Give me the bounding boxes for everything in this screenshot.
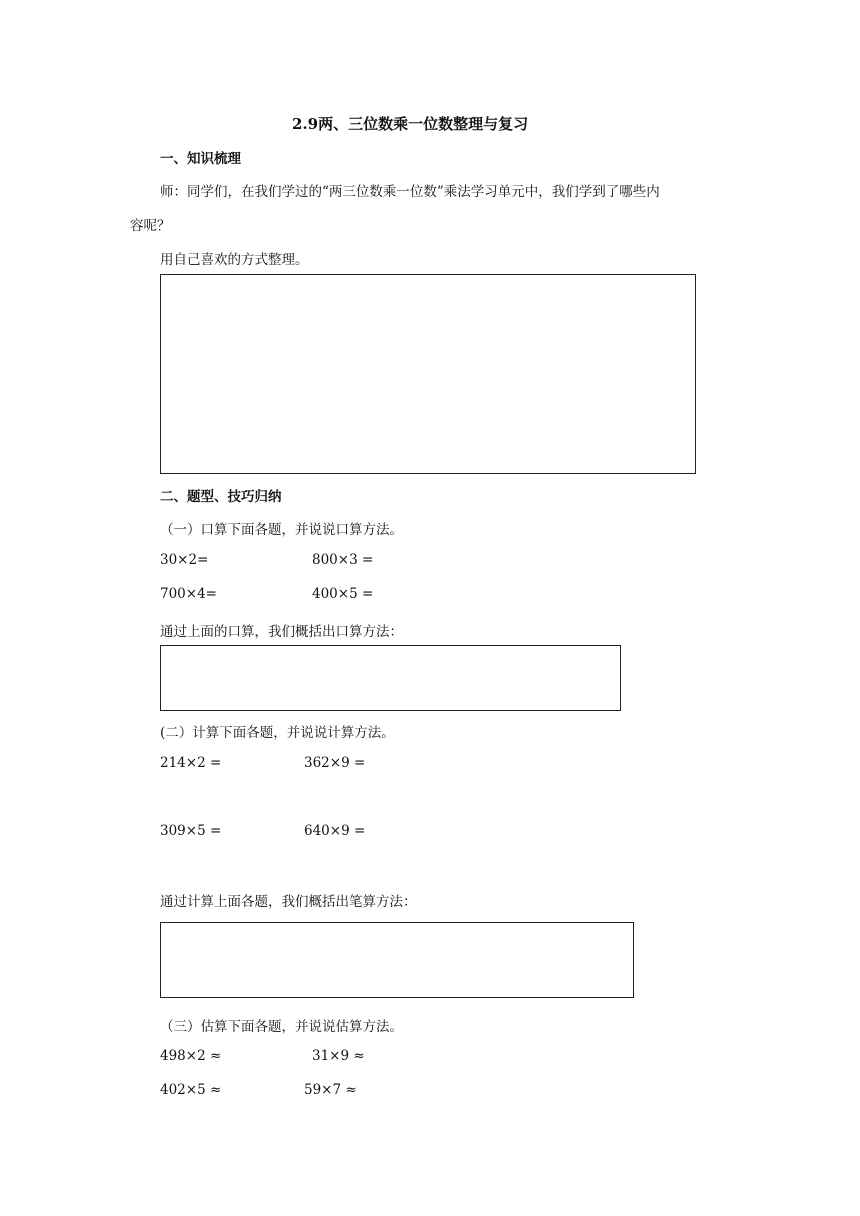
written-method-answer-box[interactable] <box>160 922 634 998</box>
problem: 800×3 = <box>312 552 374 568</box>
problem: 700×4= <box>160 586 217 602</box>
part1-summary-prompt: 通过上面的口算，我们概括出口算方法： <box>160 624 403 640</box>
section-heading-knowledge: 一、知识梳理 <box>160 151 241 167</box>
section-heading-question-types: 二、题型、技巧归纳 <box>160 489 282 505</box>
intro-paragraph-line-1: 师：同学们，在我们学过的“两三位数乘一位数”乘法学习单元中，我们学到了哪些内 <box>160 184 660 200</box>
mental-method-answer-box[interactable] <box>160 645 621 711</box>
intro-paragraph-line-2: 容呢？ <box>130 218 171 234</box>
problem: 640×9 = <box>304 823 366 839</box>
organize-instruction: 用自己喜欢的方式整理。 <box>160 252 309 268</box>
problem: 30×2= <box>160 552 209 568</box>
part2-title: (二）计算下面各题，并说说计算方法。 <box>160 725 395 741</box>
problem: 59×7 ≈ <box>304 1082 357 1098</box>
page-title: 2.9两、三位数乘一位数整理与复习 <box>292 115 529 133</box>
problem: 400×5 = <box>312 586 374 602</box>
problem: 362×9 = <box>304 755 366 771</box>
part3-title: （三）估算下面各题，并说说估算方法。 <box>160 1019 403 1035</box>
problem: 31×9 ≈ <box>312 1048 365 1064</box>
part1-title: （一）口算下面各题，并说说口算方法。 <box>160 522 403 538</box>
organize-answer-box[interactable] <box>160 274 696 474</box>
part2-summary-prompt: 通过计算上面各题，我们概括出笔算方法： <box>160 894 417 910</box>
problem: 402×5 ≈ <box>160 1082 222 1098</box>
problem: 498×2 ≈ <box>160 1048 222 1064</box>
problem: 214×2 = <box>160 755 222 771</box>
problem: 309×5 = <box>160 823 222 839</box>
